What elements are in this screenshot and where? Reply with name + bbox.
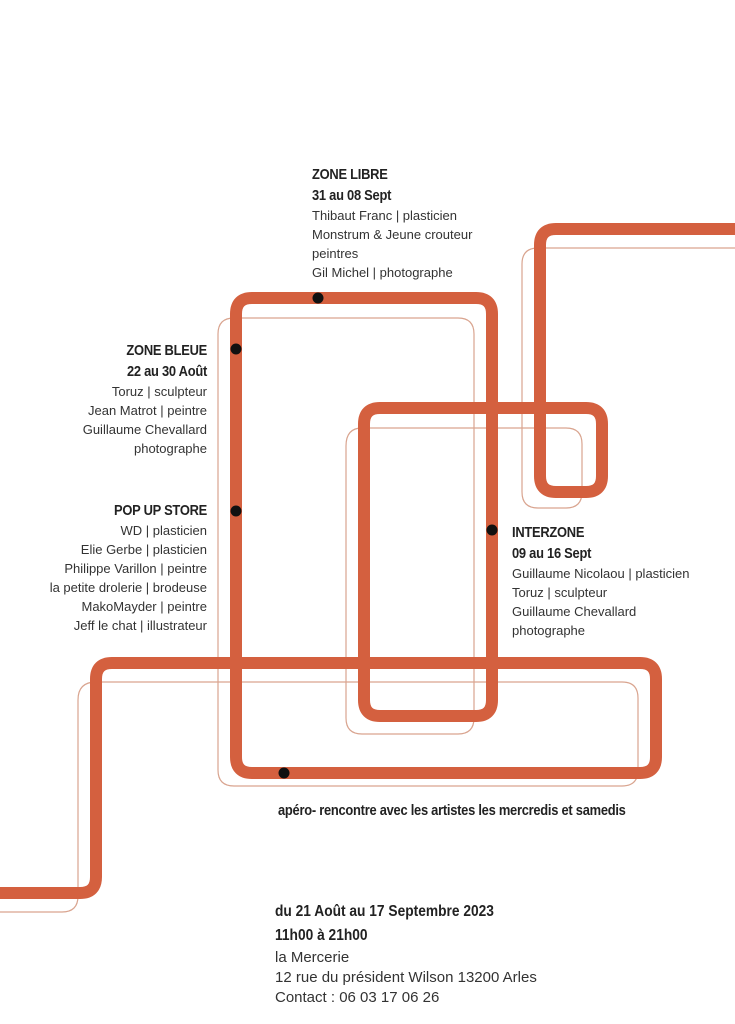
pop-up-line-4: la petite drolerie | brodeuse <box>49 580 207 595</box>
pop-up-line-5: MakoMayder | peintre <box>81 599 207 614</box>
pop-up-line-2: Elie Gerbe | plasticien <box>80 542 207 557</box>
zone-bleue-dates: 22 au 30 Août <box>126 363 207 380</box>
interzone-block <box>512 522 690 640</box>
apero-text: apéro- rencontre avec les artistes les mercredis et samedis <box>278 802 626 819</box>
station-zone-bleue <box>231 344 242 355</box>
interzone-line-3: Guillaume Chevallard <box>512 604 637 619</box>
zone-bleue-block <box>0 340 207 458</box>
zone-bleue-line-1: Toruz | sculpteur <box>111 384 207 399</box>
footer-contact: Contact : 06 03 17 06 26 <box>275 989 440 1006</box>
zone-bleue-line-3: Guillaume Chevallard <box>82 422 207 437</box>
pop-up-store-title: POP UP STORE <box>114 502 207 519</box>
footer-venue: la Mercerie <box>275 949 350 966</box>
zone-libre-block <box>312 164 472 282</box>
pop-up-line-6: Jeff le chat | illustrateur <box>73 618 207 633</box>
interzone-line-2: Toruz | sculpteur <box>512 585 608 600</box>
zone-libre-line-3: peintres <box>312 246 359 261</box>
footer-dates: du 21 Août au 17 Septembre 2023 <box>275 903 494 920</box>
footer-address: 12 rue du président Wilson 13200 Arles <box>275 969 537 986</box>
station-pop-up-store <box>231 506 242 517</box>
pop-up-line-3: Philippe Varillon | peintre <box>64 561 207 576</box>
interzone-title: INTERZONE <box>512 524 585 541</box>
zone-bleue-title: ZONE BLEUE <box>126 342 207 359</box>
apero-block <box>278 800 682 821</box>
zone-libre-line-1: Thibaut Franc | plasticien <box>312 208 457 223</box>
station-zone-libre <box>313 293 324 304</box>
zone-libre-title: ZONE LIBRE <box>312 166 388 183</box>
zone-bleue-line-2: Jean Matrot | peintre <box>88 403 207 418</box>
zone-libre-line-2: Monstrum & Jeune crouteur <box>312 227 473 242</box>
station-interzone <box>487 525 498 536</box>
pop-up-line-1: WD | plasticien <box>120 523 207 538</box>
zone-bleue-line-4: photographe <box>133 441 207 456</box>
footer-block <box>275 900 537 1008</box>
interzone-line-4: photographe <box>512 623 586 638</box>
station-apero <box>279 768 290 779</box>
interzone-line-1: Guillaume Nicolaou | plasticien <box>512 566 690 581</box>
zone-libre-dates: 31 au 08 Sept <box>312 187 392 204</box>
interzone-dates: 09 au 16 Sept <box>512 545 592 562</box>
pop-up-store-block <box>0 500 207 635</box>
footer-hours: 11h00 à 21h00 <box>275 927 368 944</box>
zone-libre-line-4: Gil Michel | photographe <box>312 265 453 280</box>
